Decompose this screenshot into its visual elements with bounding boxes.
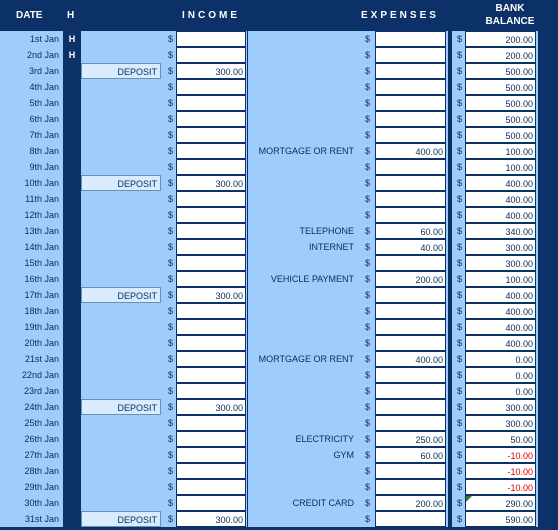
- expense-amount-cell[interactable]: [375, 47, 446, 63]
- income-amount-cell[interactable]: [176, 367, 246, 383]
- income-currency: $: [167, 466, 173, 476]
- balance-currency: $: [456, 226, 462, 236]
- balance-cell[interactable]: 300.00: [465, 255, 536, 271]
- income-label-cell[interactable]: DEPOSIT: [81, 511, 161, 527]
- balance-cell[interactable]: 340.00: [465, 223, 536, 239]
- holiday-cell[interactable]: [64, 175, 80, 191]
- balance-currency: $: [456, 82, 462, 92]
- balance-currency: $: [456, 386, 462, 396]
- date-cell[interactable]: 6th Jan: [29, 114, 59, 124]
- balance-cell[interactable]: -10.00: [465, 447, 536, 463]
- table-row: [0, 79, 558, 95]
- table-row: [0, 175, 558, 191]
- income-amount-cell[interactable]: [176, 31, 246, 47]
- income-amount-cell[interactable]: [176, 95, 246, 111]
- income-amount-cell[interactable]: [176, 79, 246, 95]
- table-row: [0, 159, 558, 175]
- expense-currency: $: [364, 66, 370, 76]
- income-amount-cell[interactable]: 300.00: [176, 63, 246, 79]
- table-row: [0, 335, 558, 351]
- balance-currency: $: [456, 258, 462, 268]
- balance-currency: $: [456, 178, 462, 188]
- expense-currency: $: [364, 370, 370, 380]
- date-cell[interactable]: 26th Jan: [24, 434, 59, 444]
- income-currency: $: [167, 194, 173, 204]
- holiday-cell[interactable]: [64, 95, 80, 111]
- income-amount-cell[interactable]: [176, 383, 246, 399]
- holiday-cell[interactable]: [64, 319, 80, 335]
- income-currency: $: [167, 210, 173, 220]
- date-cell[interactable]: 5th Jan: [29, 98, 59, 108]
- income-label-cell[interactable]: DEPOSIT: [81, 63, 161, 79]
- balance-cell[interactable]: 300.00: [465, 415, 536, 431]
- expense-currency: $: [364, 274, 370, 284]
- income-currency: $: [167, 306, 173, 316]
- balance-currency: $: [456, 434, 462, 444]
- table-row: [0, 399, 558, 415]
- expense-amount-cell[interactable]: [375, 95, 446, 111]
- holiday-cell[interactable]: [64, 127, 80, 143]
- balance-currency: $: [456, 130, 462, 140]
- income-currency: $: [167, 450, 173, 460]
- income-amount-cell[interactable]: [176, 207, 246, 223]
- expense-currency: $: [364, 258, 370, 268]
- income-amount-cell[interactable]: 300.00: [176, 511, 246, 527]
- expense-currency: $: [364, 82, 370, 92]
- balance-cell[interactable]: 400.00: [465, 207, 536, 223]
- income-currency: $: [167, 354, 173, 364]
- table-row: [0, 191, 558, 207]
- balance-currency: $: [456, 482, 462, 492]
- date-cell[interactable]: 30th Jan: [24, 498, 59, 508]
- table-row: [0, 303, 558, 319]
- balance-cell[interactable]: 400.00: [465, 175, 536, 191]
- holiday-cell[interactable]: [64, 335, 80, 351]
- income-amount-cell[interactable]: [176, 303, 246, 319]
- balance-currency: $: [456, 354, 462, 364]
- income-amount-cell[interactable]: [176, 143, 246, 159]
- income-amount-cell[interactable]: [176, 223, 246, 239]
- table-row: [0, 463, 558, 479]
- expense-currency: $: [364, 194, 370, 204]
- table-row: [0, 223, 558, 239]
- holiday-cell[interactable]: [64, 223, 80, 239]
- income-amount-cell[interactable]: [176, 47, 246, 63]
- holiday-cell[interactable]: [64, 287, 80, 303]
- table-row: [0, 143, 558, 159]
- date-cell[interactable]: 15th Jan: [24, 258, 59, 268]
- balance-cell[interactable]: 100.00: [465, 271, 536, 287]
- holiday-cell[interactable]: [64, 159, 80, 175]
- table-row: [0, 207, 558, 223]
- holiday-cell[interactable]: [64, 351, 80, 367]
- income-label-cell[interactable]: DEPOSIT: [81, 287, 161, 303]
- date-cell[interactable]: 11th Jan: [25, 194, 59, 204]
- income-currency: $: [167, 50, 173, 60]
- income-currency: $: [167, 402, 173, 412]
- income-amount-cell[interactable]: [176, 159, 246, 175]
- expense-amount-cell[interactable]: [375, 303, 446, 319]
- expense-currency: $: [364, 498, 370, 508]
- expense-currency: $: [364, 290, 370, 300]
- expense-currency: $: [364, 146, 370, 156]
- expense-currency: $: [364, 34, 370, 44]
- balance-currency: $: [456, 194, 462, 204]
- balance-currency: $: [456, 162, 462, 172]
- income-amount-cell[interactable]: 300.00: [176, 399, 246, 415]
- income-amount-cell[interactable]: 300.00: [176, 287, 246, 303]
- balance-currency: $: [456, 242, 462, 252]
- income-amount-cell[interactable]: [176, 127, 246, 143]
- balance-currency: $: [456, 402, 462, 412]
- expense-amount-cell[interactable]: [375, 287, 446, 303]
- expense-amount-cell[interactable]: [375, 79, 446, 95]
- expense-label-cell[interactable]: VEHICLE PAYMENT: [270, 274, 354, 284]
- income-amount-cell[interactable]: [176, 447, 246, 463]
- date-cell[interactable]: 24th Jan: [24, 402, 59, 412]
- expense-currency: $: [364, 354, 370, 364]
- expense-label-cell[interactable]: GYM: [333, 450, 354, 460]
- income-amount-cell[interactable]: [176, 431, 246, 447]
- table-row: [0, 415, 558, 431]
- expense-amount-cell[interactable]: [375, 111, 446, 127]
- table-row: [0, 95, 558, 111]
- date-cell[interactable]: 25th Jan: [24, 418, 59, 428]
- holiday-cell[interactable]: [64, 399, 80, 415]
- table-row: [0, 367, 558, 383]
- income-amount-cell[interactable]: [176, 239, 246, 255]
- table-row: [0, 31, 558, 47]
- balance-currency: $: [456, 274, 462, 284]
- expense-currency: $: [364, 514, 370, 524]
- table-row: [0, 479, 558, 495]
- income-amount-cell[interactable]: [176, 351, 246, 367]
- bank-balance-header-line1: BANK: [495, 3, 525, 14]
- balance-cell[interactable]: 500.00: [465, 127, 536, 143]
- expense-amount-cell[interactable]: [375, 63, 446, 79]
- income-currency: $: [167, 386, 173, 396]
- holiday-cell[interactable]: [64, 367, 80, 383]
- balance-currency: $: [456, 98, 462, 108]
- balance-currency: $: [456, 34, 462, 44]
- expense-amount-cell[interactable]: 60.00: [375, 223, 446, 239]
- holiday-cell[interactable]: [64, 511, 80, 527]
- balance-cell[interactable]: 400.00: [465, 287, 536, 303]
- date-cell[interactable]: 8th Jan: [29, 146, 59, 156]
- holiday-cell[interactable]: [64, 383, 80, 399]
- income-currency: $: [167, 322, 173, 332]
- date-cell[interactable]: 12th Jan: [24, 210, 59, 220]
- expense-currency: $: [364, 306, 370, 316]
- table-row: [0, 271, 558, 287]
- income-currency: $: [167, 418, 173, 428]
- balance-currency: $: [456, 418, 462, 428]
- income-amount-cell[interactable]: [176, 319, 246, 335]
- expense-currency: $: [364, 50, 370, 60]
- table-row: [0, 239, 558, 255]
- balance-currency: $: [456, 466, 462, 476]
- expenses-header: EXPENSES: [361, 10, 439, 21]
- expense-currency: $: [364, 450, 370, 460]
- date-cell[interactable]: 22nd Jan: [21, 370, 59, 380]
- balance-cell[interactable]: 0.00: [465, 383, 536, 399]
- table-row: [0, 351, 558, 367]
- holiday-cell[interactable]: [64, 239, 80, 255]
- balance-cell[interactable]: 400.00: [465, 191, 536, 207]
- income-amount-cell[interactable]: [176, 463, 246, 479]
- expense-currency: $: [364, 434, 370, 444]
- table-row: [0, 63, 558, 79]
- date-cell[interactable]: 3rd Jan: [28, 66, 59, 76]
- expense-amount-cell[interactable]: 40.00: [375, 239, 446, 255]
- expense-amount-cell[interactable]: [375, 463, 446, 479]
- balance-cell[interactable]: 50.00: [465, 431, 536, 447]
- date-cell[interactable]: 31st Jan: [24, 514, 59, 524]
- table-row: [0, 447, 558, 463]
- balance-cell[interactable]: 500.00: [465, 79, 536, 95]
- date-cell[interactable]: 14th Jan: [24, 242, 59, 252]
- balance-currency: $: [456, 322, 462, 332]
- balance-cell[interactable]: 500.00: [465, 95, 536, 111]
- holiday-cell[interactable]: [64, 271, 80, 287]
- income-amount-cell[interactable]: [176, 495, 246, 511]
- income-currency: $: [167, 82, 173, 92]
- date-cell[interactable]: 19th Jan: [24, 322, 59, 332]
- table-row: [0, 431, 558, 447]
- date-cell[interactable]: 10th Jan: [24, 178, 59, 188]
- expense-label-cell[interactable]: INTERNET: [309, 242, 354, 252]
- income-currency: $: [167, 34, 173, 44]
- income-amount-cell[interactable]: [176, 111, 246, 127]
- income-label-cell[interactable]: DEPOSIT: [81, 175, 161, 191]
- expense-amount-cell[interactable]: [375, 319, 446, 335]
- expense-amount-cell[interactable]: [375, 415, 446, 431]
- income-currency: $: [167, 258, 173, 268]
- table-row: [0, 255, 558, 271]
- balance-cell[interactable]: 0.00: [465, 351, 536, 367]
- date-cell[interactable]: 20th Jan: [24, 338, 59, 348]
- expense-currency: $: [364, 466, 370, 476]
- table-row: [0, 495, 558, 511]
- balance-currency: $: [456, 66, 462, 76]
- balance-cell[interactable]: 500.00: [465, 63, 536, 79]
- holiday-cell[interactable]: [64, 431, 80, 447]
- expense-currency: $: [364, 130, 370, 140]
- table-row: [0, 47, 558, 63]
- holiday-cell[interactable]: [64, 479, 80, 495]
- expense-currency: $: [364, 210, 370, 220]
- income-label-cell[interactable]: DEPOSIT: [81, 399, 161, 415]
- income-currency: $: [167, 242, 173, 252]
- balance-cell[interactable]: 500.00: [465, 111, 536, 127]
- expense-label-cell[interactable]: MORTGAGE OR RENT: [258, 354, 354, 364]
- balance-cell[interactable]: 400.00: [465, 335, 536, 351]
- expense-amount-cell[interactable]: [375, 159, 446, 175]
- table-row: [0, 127, 558, 143]
- expense-amount-cell[interactable]: [375, 191, 446, 207]
- income-currency: $: [167, 290, 173, 300]
- expense-amount-cell[interactable]: [375, 399, 446, 415]
- expense-currency: $: [364, 418, 370, 428]
- balance-cell[interactable]: 200.00: [465, 31, 536, 47]
- income-header: INCOME: [182, 10, 240, 21]
- holiday-cell[interactable]: [64, 447, 80, 463]
- income-amount-cell[interactable]: [176, 255, 246, 271]
- date-cell[interactable]: 21st Jan: [24, 354, 59, 364]
- expense-currency: $: [364, 178, 370, 188]
- balance-cell[interactable]: 100.00: [465, 159, 536, 175]
- income-currency: $: [167, 114, 173, 124]
- expense-amount-cell[interactable]: 250.00: [375, 431, 446, 447]
- balance-currency: $: [456, 146, 462, 156]
- date-cell[interactable]: 17th Jan: [24, 290, 59, 300]
- income-currency: $: [167, 162, 173, 172]
- income-currency: $: [167, 514, 173, 524]
- expense-label-cell[interactable]: TELEPHONE: [299, 226, 354, 236]
- balance-cell[interactable]: 590.00: [465, 511, 536, 527]
- balance-cell[interactable]: 0.00: [465, 367, 536, 383]
- date-cell[interactable]: 1st Jan: [29, 34, 59, 44]
- balance-currency: $: [456, 338, 462, 348]
- expense-currency: $: [364, 114, 370, 124]
- expense-amount-cell[interactable]: 400.00: [375, 143, 446, 159]
- balance-cell[interactable]: 400.00: [465, 303, 536, 319]
- expense-amount-cell[interactable]: [375, 127, 446, 143]
- holiday-cell[interactable]: [64, 463, 80, 479]
- holiday-cell[interactable]: [64, 143, 80, 159]
- income-currency: $: [167, 178, 173, 188]
- date-cell[interactable]: 4th Jan: [29, 82, 59, 92]
- expense-currency: $: [364, 338, 370, 348]
- balance-cell[interactable]: 400.00: [465, 319, 536, 335]
- income-currency: $: [167, 370, 173, 380]
- expense-amount-cell[interactable]: 400.00: [375, 351, 446, 367]
- expense-amount-cell[interactable]: [375, 511, 446, 527]
- balance-currency: $: [456, 210, 462, 220]
- date-cell[interactable]: 13th Jan: [24, 226, 59, 236]
- balance-cell[interactable]: 300.00: [465, 399, 536, 415]
- income-currency: $: [167, 274, 173, 284]
- balance-currency: $: [456, 114, 462, 124]
- expense-currency: $: [364, 402, 370, 412]
- income-amount-cell[interactable]: [176, 191, 246, 207]
- date-cell[interactable]: 16th Jan: [24, 274, 59, 284]
- table-row: [0, 383, 558, 399]
- balance-currency: $: [456, 450, 462, 460]
- holiday-cell[interactable]: [64, 79, 80, 95]
- balance-cell[interactable]: -10.00: [465, 463, 536, 479]
- table-row: [0, 287, 558, 303]
- income-currency: $: [167, 482, 173, 492]
- holiday-cell[interactable]: [64, 255, 80, 271]
- balance-currency: $: [456, 50, 462, 60]
- expense-amount-cell[interactable]: 200.00: [375, 495, 446, 511]
- holiday-cell[interactable]: [64, 191, 80, 207]
- expense-currency: $: [364, 242, 370, 252]
- table-row: [0, 111, 558, 127]
- balance-cell[interactable]: 200.00: [465, 47, 536, 63]
- expense-label-cell[interactable]: CREDIT CARD: [292, 498, 354, 508]
- balance-cell[interactable]: -10.00: [465, 479, 536, 495]
- income-currency: $: [167, 66, 173, 76]
- holiday-cell[interactable]: [64, 303, 80, 319]
- bank-balance-header-line2: BALANCE: [485, 16, 535, 27]
- date-cell[interactable]: 29th Jan: [24, 482, 59, 492]
- income-currency: $: [167, 434, 173, 444]
- expense-amount-cell[interactable]: [375, 367, 446, 383]
- date-cell[interactable]: 9th Jan: [29, 162, 59, 172]
- income-amount-cell[interactable]: [176, 415, 246, 431]
- balance-cell[interactable]: 300.00: [465, 239, 536, 255]
- expense-currency: $: [364, 482, 370, 492]
- balance-currency: $: [456, 498, 462, 508]
- date-header: DATE: [16, 10, 43, 21]
- expense-amount-cell[interactable]: [375, 479, 446, 495]
- expense-amount-cell[interactable]: [375, 335, 446, 351]
- balance-cell[interactable]: 290.00: [465, 495, 536, 511]
- holiday-cell[interactable]: [64, 495, 80, 511]
- holiday-cell[interactable]: [64, 111, 80, 127]
- expense-currency: $: [364, 322, 370, 332]
- expense-currency: $: [364, 386, 370, 396]
- holiday-cell[interactable]: [64, 207, 80, 223]
- expense-currency: $: [364, 226, 370, 236]
- holiday-cell[interactable]: [64, 63, 80, 79]
- date-cell[interactable]: 27th Jan: [24, 450, 59, 460]
- expense-label-cell[interactable]: ELECTRICITY: [295, 434, 354, 444]
- date-cell[interactable]: 7th Jan: [29, 130, 59, 140]
- holiday-cell[interactable]: [64, 415, 80, 431]
- income-currency: $: [167, 98, 173, 108]
- expense-amount-cell[interactable]: [375, 175, 446, 191]
- income-amount-cell[interactable]: [176, 271, 246, 287]
- income-currency: $: [167, 130, 173, 140]
- expense-amount-cell[interactable]: 60.00: [375, 447, 446, 463]
- expense-amount-cell[interactable]: [375, 255, 446, 271]
- holiday-header: H: [67, 10, 75, 21]
- date-cell[interactable]: 2nd Jan: [26, 50, 59, 60]
- balance-currency: $: [456, 290, 462, 300]
- income-currency: $: [167, 146, 173, 156]
- expense-currency: $: [364, 162, 370, 172]
- expense-amount-cell[interactable]: [375, 31, 446, 47]
- expense-amount-cell[interactable]: [375, 383, 446, 399]
- balance-currency: $: [456, 370, 462, 380]
- income-currency: $: [167, 338, 173, 348]
- income-amount-cell[interactable]: [176, 335, 246, 351]
- table-row: [0, 511, 558, 527]
- balance-currency: $: [456, 306, 462, 316]
- balance-currency: $: [456, 514, 462, 524]
- balance-cell[interactable]: 100.00: [465, 143, 536, 159]
- date-cell[interactable]: 28th Jan: [24, 466, 59, 476]
- holiday-cell[interactable]: H: [68, 50, 76, 60]
- expense-amount-cell[interactable]: 200.00: [375, 271, 446, 287]
- income-amount-cell[interactable]: [176, 479, 246, 495]
- expense-label-cell[interactable]: MORTGAGE OR RENT: [258, 146, 354, 156]
- date-cell[interactable]: 23rd Jan: [23, 386, 59, 396]
- income-currency: $: [167, 226, 173, 236]
- expense-amount-cell[interactable]: [375, 207, 446, 223]
- holiday-cell[interactable]: H: [68, 34, 76, 44]
- income-currency: $: [167, 498, 173, 508]
- income-amount-cell[interactable]: 300.00: [176, 175, 246, 191]
- table-row: [0, 319, 558, 335]
- date-cell[interactable]: 18th Jan: [24, 306, 59, 316]
- expense-currency: $: [364, 98, 370, 108]
